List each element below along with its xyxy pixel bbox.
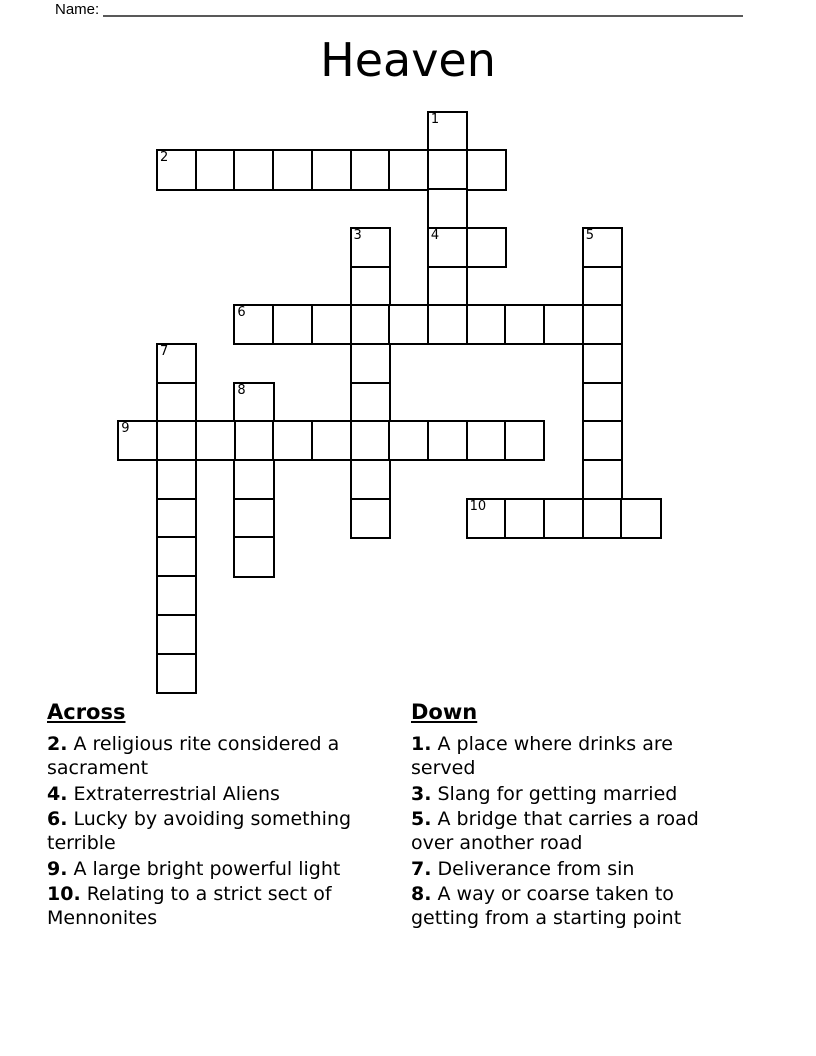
clue-number: 10. <box>47 883 81 905</box>
clue-down-7 <box>411 857 720 881</box>
clue-text: Slang for getting married <box>431 782 678 805</box>
grid-cell[interactable] <box>466 304 507 345</box>
grid-cell[interactable] <box>350 459 391 500</box>
clue-across-10 <box>47 882 395 930</box>
cell-number-label: 6 <box>237 305 246 321</box>
clue-across-9 <box>47 857 395 881</box>
clue-across-6 <box>47 807 395 855</box>
grid-cell[interactable] <box>311 420 352 461</box>
grid-cell[interactable] <box>233 420 274 461</box>
clue-text: Extraterrestrial Aliens <box>67 782 280 805</box>
grid-cell[interactable] <box>156 614 197 655</box>
clue-down-8 <box>411 882 720 930</box>
down-clues-column <box>411 699 720 932</box>
clue-number: 4. <box>47 782 68 805</box>
grid-cell[interactable] <box>233 149 274 190</box>
grid-cell[interactable] <box>350 382 391 423</box>
grid-cell[interactable] <box>582 420 623 461</box>
grid-cell[interactable] <box>388 304 429 345</box>
clue-number: 3. <box>411 782 432 805</box>
grid-cell[interactable] <box>543 498 584 539</box>
clue-text: Relating to a strict sect of Mennonites <box>47 883 332 929</box>
clue-number: 6. <box>47 808 68 830</box>
grid-cell[interactable] <box>311 149 352 190</box>
cell-number-label: 5 <box>585 227 594 243</box>
grid-cell[interactable] <box>582 459 623 500</box>
clue-number: 7. <box>411 857 432 880</box>
clue-down-1 <box>411 732 720 780</box>
grid-cell[interactable] <box>466 149 507 190</box>
grid-cell[interactable] <box>582 266 623 307</box>
clue-text: A religious rite considered a sacrament <box>47 733 340 779</box>
grid-cell[interactable] <box>350 498 391 539</box>
grid-cell[interactable] <box>156 536 197 577</box>
grid-cell[interactable] <box>582 343 623 384</box>
grid-cell[interactable] <box>427 266 468 307</box>
clue-down-5 <box>411 807 720 855</box>
down-heading: Down <box>411 700 478 724</box>
grid-cell[interactable] <box>272 420 313 461</box>
grid-cell[interactable] <box>504 304 545 345</box>
grid-cell[interactable] <box>543 304 584 345</box>
grid-cell[interactable] <box>388 420 429 461</box>
grid-cell[interactable] <box>156 149 197 190</box>
clue-down-3 <box>411 782 720 806</box>
cell-number-label: 9 <box>121 421 130 437</box>
cell-number-label: 3 <box>353 227 362 243</box>
grid-cell[interactable] <box>272 304 313 345</box>
grid-cell[interactable] <box>350 266 391 307</box>
grid-cell[interactable] <box>582 304 623 345</box>
grid-cell[interactable] <box>350 420 391 461</box>
grid-cell[interactable] <box>582 382 623 423</box>
clue-text: A large bright powerful light <box>67 857 341 880</box>
grid-cell[interactable] <box>350 149 391 190</box>
clue-text: A way or coarse taken to getting from a starting point <box>411 883 682 929</box>
grid-cell[interactable] <box>427 111 468 152</box>
clue-across-4 <box>47 782 395 806</box>
grid-cell[interactable] <box>233 459 274 500</box>
down-clue-list <box>411 732 720 930</box>
clue-text: A bridge that carries a road over another road <box>411 808 699 854</box>
grid-cell[interactable] <box>195 149 236 190</box>
cell-number-label: 10 <box>469 498 487 514</box>
grid-cell[interactable] <box>620 498 661 539</box>
grid-cell[interactable] <box>466 420 507 461</box>
cell-number-label: 2 <box>160 150 169 166</box>
across-heading: Across <box>47 700 126 724</box>
grid-cell[interactable] <box>504 420 545 461</box>
clue-number: 9. <box>47 857 68 880</box>
grid-cell[interactable] <box>156 382 197 423</box>
grid-cell[interactable] <box>233 498 274 539</box>
grid-cell[interactable] <box>504 498 545 539</box>
grid-cell[interactable] <box>233 536 274 577</box>
clue-across-2 <box>47 732 395 780</box>
grid-cell[interactable] <box>466 227 507 268</box>
grid-cell[interactable] <box>156 575 197 616</box>
grid-cell[interactable] <box>156 343 197 384</box>
grid-cell[interactable] <box>350 343 391 384</box>
cell-number-label: 4 <box>430 227 440 243</box>
clue-text: Deliverance from sin <box>431 857 635 880</box>
grid-cell[interactable] <box>350 227 391 268</box>
clue-text: Lucky by avoiding something terrible <box>47 808 352 854</box>
grid-cell[interactable] <box>427 304 468 345</box>
grid-cell[interactable] <box>427 149 468 190</box>
grid-cell[interactable] <box>156 459 197 500</box>
grid-cell[interactable] <box>311 304 352 345</box>
grid-cell[interactable] <box>350 304 391 345</box>
grid-cell[interactable] <box>233 382 274 423</box>
clue-number: 2. <box>47 733 68 755</box>
grid-cell[interactable] <box>233 304 274 345</box>
grid-cell[interactable] <box>117 420 158 461</box>
cell-number-label: 1 <box>430 111 440 127</box>
puzzle-title: Heaven <box>320 33 496 87</box>
clue-number: 8. <box>411 883 432 905</box>
grid-cell[interactable] <box>582 498 623 539</box>
clue-number: 1. <box>411 733 432 755</box>
grid-cell[interactable] <box>272 149 313 190</box>
grid-cell[interactable] <box>156 498 197 539</box>
cell-number-label: 8 <box>237 382 246 398</box>
cell-number-label: 7 <box>160 343 169 359</box>
grid-cell[interactable] <box>427 420 468 461</box>
name-label: Name: <box>55 1 100 18</box>
grid-cell[interactable] <box>466 498 507 539</box>
grid-cell[interactable] <box>195 420 236 461</box>
clue-text: A place where drinks are served <box>411 733 673 779</box>
across-clue-list <box>47 732 395 930</box>
grid-cell[interactable] <box>427 227 468 268</box>
grid-cell[interactable] <box>156 653 197 694</box>
grid-cell[interactable] <box>427 188 468 229</box>
grid-cell[interactable] <box>388 149 429 190</box>
clue-number: 5. <box>411 808 432 830</box>
grid-cell[interactable] <box>582 227 623 268</box>
across-clues-column <box>47 699 395 932</box>
grid-cell[interactable] <box>156 420 197 461</box>
